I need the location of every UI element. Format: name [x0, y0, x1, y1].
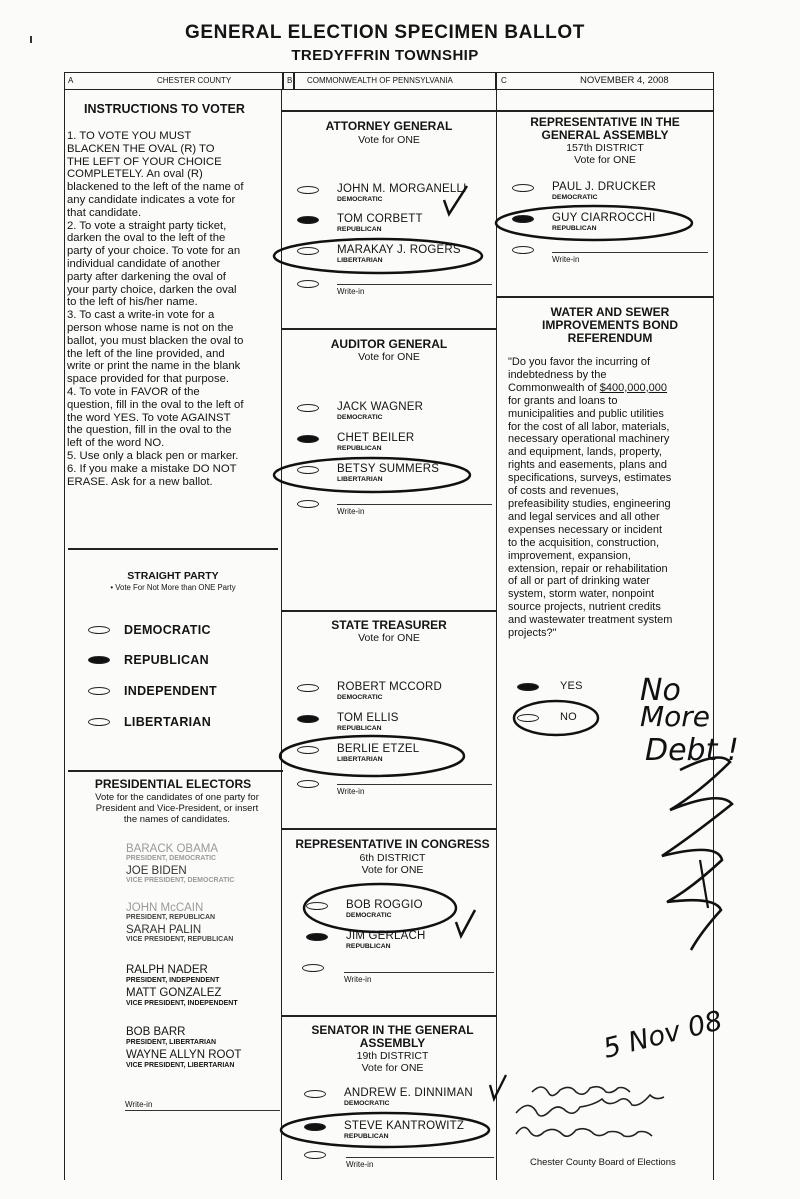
vp-name: JOE BIDEN [126, 865, 187, 877]
vote-oval[interactable] [304, 1123, 326, 1131]
write-in-line[interactable] [346, 1157, 494, 1158]
vote-oval[interactable] [297, 186, 319, 194]
candidate-party: REPUBLICAN [344, 1133, 389, 1140]
write-in-line[interactable] [337, 284, 492, 285]
vote-for-one: Vote for ONE [574, 154, 636, 166]
vp-name: SARAH PALIN [126, 924, 202, 936]
candidate-name: BETSY SUMMERS [337, 463, 440, 475]
yes-oval[interactable] [517, 683, 539, 691]
vote-for-one: Vote for ONE [358, 632, 420, 644]
instruction-2: 2. To vote a straight party ticket, darken the oval to the left of the party of your choice. To vote for an individual candidate of another party after darkening the oval of your party choice, darken the oval to the left of his/her name. [67, 219, 241, 309]
party-oval[interactable] [88, 718, 110, 726]
write-in-oval[interactable] [297, 500, 319, 508]
instruction-3: 3. To cast a write-in vote for a person whose name is not on the ballot, you must blacken the oval to the left of the line provided, and write or print the name in the blank space provided for that purpose. [67, 309, 244, 386]
vote-oval[interactable] [512, 184, 534, 192]
candidate-party: REPUBLICAN [346, 943, 391, 950]
office-title-auditor-general: AUDITOR GENERAL [330, 337, 448, 351]
party-label: LIBERTARIAN [124, 715, 212, 729]
board-of-elections: Chester County Board of Elections [530, 1157, 676, 1168]
vote-oval[interactable] [306, 933, 328, 941]
office-title-rep-congress: REPRESENTATIVE IN CONGRESS [295, 837, 490, 851]
election-date: NOVEMBER 4, 2008 [580, 75, 669, 86]
vote-for-one: Vote for ONE [358, 134, 420, 146]
candidate-name: ANDREW E. DINNIMAN [344, 1087, 473, 1099]
vote-oval[interactable] [306, 902, 328, 910]
party-label: DEMOCRATIC [124, 623, 211, 637]
col-c-label: C [501, 76, 507, 85]
vote-for-one: Vote for ONE [358, 351, 420, 363]
candidate-party: REPUBLICAN [337, 725, 382, 732]
instruction-6: 6. If you make a mistake DO NOT ERASE. Ask for a new ballot. [67, 462, 237, 488]
write-in-oval[interactable] [297, 780, 319, 788]
president-title: PRESIDENT, LIBERTARIAN [126, 1038, 217, 1046]
county-label: CHESTER COUNTY [157, 76, 232, 85]
referendum-question [508, 356, 713, 640]
party-label: INDEPENDENT [124, 684, 217, 698]
vp-name: MATT GONZALEZ [126, 987, 222, 999]
col-b-label: B [287, 76, 293, 85]
party-oval[interactable] [88, 626, 110, 634]
referendum-text-start: "Do you favor the incurring of indebtedness by the Commonwealth of [508, 356, 651, 394]
candidate-name: BERLIE ETZEL [337, 743, 420, 755]
candidate-party: DEMOCRATIC [337, 196, 383, 203]
ballot-title: GENERAL ELECTION SPECIMEN BALLOT [185, 22, 585, 43]
candidate-name: CHET BEILER [337, 432, 415, 444]
presidential-electors-title: PRESIDENTIAL ELECTORS [94, 777, 252, 791]
president-title: PRESIDENT, INDEPENDENT [126, 976, 220, 984]
vp-title: VICE PRESIDENT, INDEPENDENT [126, 999, 238, 1007]
write-in-oval[interactable] [512, 246, 534, 254]
president-name: RALPH NADER [126, 964, 208, 976]
column-rule-b [281, 90, 282, 1180]
vp-title: VICE PRESIDENT, LIBERTARIAN [126, 1061, 235, 1069]
candidate-name: BOB ROGGIO [346, 899, 423, 911]
no-oval[interactable] [517, 714, 539, 722]
candidate-party: LIBERTARIAN [337, 257, 383, 264]
candidate-name: JACK WAGNER [337, 401, 424, 413]
elector-ticket-libertarian[interactable] [126, 1026, 241, 1072]
vote-for-one: Vote for ONE [361, 864, 424, 876]
instruction-1: 1. TO VOTE YOU MUST BLACKEN THE OVAL (R) TO THE LEFT OF YOUR CHOICE COMPLETELY. An oval (R) blackened to the left of the name of any candidate indicates a vote for that candidate. [67, 130, 244, 219]
party-oval[interactable] [88, 656, 110, 664]
write-in-oval[interactable] [304, 1151, 326, 1159]
straight-party-subtitle: • Vote For Not More than ONE Party [110, 583, 236, 592]
candidate-party: DEMOCRATIC [337, 414, 383, 421]
header-bar [64, 72, 714, 90]
candidate-name: ROBERT MCCORD [337, 681, 443, 693]
vote-oval[interactable] [297, 404, 319, 412]
commonwealth-label: COMMONWEALTH OF PENNSYLVANIA [307, 76, 453, 85]
president-name: BARACK OBAMA [126, 843, 219, 855]
candidate-party: REPUBLICAN [552, 225, 597, 232]
write-in-label: Write-in [346, 1160, 374, 1169]
referendum-title: WATER AND SEWER IMPROVEMENTS BOND REFERENDUM [541, 305, 678, 345]
candidate-name: PAUL J. DRUCKER [552, 181, 656, 193]
write-in-line[interactable] [552, 252, 708, 253]
candidate-party: DEMOCRATIC [344, 1100, 390, 1107]
handwritten-date: 5 Nov 08 [600, 1005, 726, 1065]
candidate-name: GUY CIARROCCHI [552, 212, 656, 224]
vote-oval[interactable] [297, 435, 319, 443]
vote-oval[interactable] [304, 1090, 326, 1098]
write-in-oval[interactable] [302, 964, 324, 972]
district-label: 157th DISTRICT [566, 142, 644, 154]
elector-ticket-democratic[interactable] [126, 843, 234, 887]
write-in-label: Write-in [344, 975, 372, 984]
office-title-state-treasurer: STATE TREASURER [331, 618, 447, 632]
vp-title: VICE PRESIDENT, REPUBLICAN [126, 935, 234, 943]
straight-party-title: STRAIGHT PARTY [127, 570, 219, 582]
instructions-list [67, 130, 277, 488]
township-name: TREDYFFRIN TOWNSHIP [291, 47, 479, 64]
candidate-name: MARAKAY J. ROGERS [337, 244, 461, 256]
instruction-5: 5. Use only a black pen or marker. [67, 449, 239, 462]
president-name: JOHN McCAIN [126, 902, 204, 914]
write-in-line[interactable] [337, 504, 492, 505]
candidate-name: STEVE KANTROWITZ [344, 1120, 465, 1132]
elector-ticket-republican[interactable] [126, 902, 233, 946]
candidate-name: TOM CORBETT [337, 213, 423, 225]
write-in-line[interactable] [344, 972, 494, 973]
vote-oval[interactable] [297, 684, 319, 692]
vote-for-one: Vote for ONE [361, 1062, 424, 1074]
office-title-attorney-general: ATTORNEY GENERAL [325, 119, 453, 133]
instructions-title: INSTRUCTIONS TO VOTER [84, 102, 245, 116]
column-rule-right [713, 90, 714, 1180]
vote-oval[interactable] [297, 715, 319, 723]
column-rule-a [64, 90, 65, 1180]
candidate-party: LIBERTARIAN [337, 756, 383, 763]
handwritten-debt: Debt ! [645, 733, 739, 768]
write-in-label: Write-in [337, 287, 365, 296]
president-title: PRESIDENT, REPUBLICAN [126, 913, 216, 921]
write-in-oval[interactable] [297, 280, 319, 288]
presidential-electors-subtitle: Vote for the candidates of one party for President and Vice-President, or insert the names of candidates. [95, 792, 259, 825]
candidate-party: REPUBLICAN [337, 445, 382, 452]
write-in-label: Write-in [337, 787, 365, 796]
candidate-party: DEMOCRATIC [552, 194, 598, 201]
office-title-rep-assembly: REPRESENTATIVE IN THE GENERAL ASSEMBLY [530, 115, 680, 142]
party-oval[interactable] [88, 687, 110, 695]
president-name: BOB BARR [126, 1026, 186, 1038]
vp-title: VICE PRESIDENT, DEMOCRATIC [126, 876, 235, 884]
referendum-text-end: for grants and loans to municipalities and public utilities for the cost of all labor, materials, necessary operational machinery and equipment, lands, property, rights and easements, plans and specifications, surveys, estimates of costs and revenues, prefeasibility studies, engineering and legal services and all other expenses necessary or incident to the acquisition, construction, improvement, expansion, extension, repair or rehabilitation of all or part of drinking water system, storm water, nonpoint source projects, nutrient credits and wastewater treatment system projects?" [508, 394, 673, 640]
handwritten-more: More [640, 700, 711, 733]
vp-name: WAYNE ALLYN ROOT [126, 1049, 242, 1061]
handwritten-no: No [640, 673, 681, 708]
no-label: NO [560, 711, 577, 723]
vote-oval[interactable] [297, 247, 319, 255]
vote-oval[interactable] [297, 216, 319, 224]
president-title: PRESIDENT, DEMOCRATIC [126, 854, 217, 862]
write-in-label: Write-in [337, 507, 365, 516]
candidate-party: LIBERTARIAN [337, 476, 383, 483]
col-a-label: A [68, 76, 74, 85]
column-rule-c [496, 90, 497, 1180]
candidate-party: REPUBLICAN [337, 226, 382, 233]
office-title-state-senator: SENATOR IN THE GENERAL ASSEMBLY [311, 1023, 474, 1050]
yes-label: YES [560, 680, 583, 692]
candidate-name: JIM GERLACH [346, 930, 426, 942]
write-in-label: Write-in [125, 1100, 153, 1109]
write-in-line[interactable] [125, 1110, 280, 1111]
district-label: 6th DISTRICT [359, 852, 426, 864]
candidate-party: DEMOCRATIC [346, 912, 392, 919]
vote-oval[interactable] [512, 215, 534, 223]
instruction-4: 4. To vote in FAVOR of the question, fill in the oval to the left of the word YES. To vote AGAINST the question, fill in the oval to the left of the word NO. [67, 385, 244, 450]
candidate-name: TOM ELLIS [337, 712, 399, 724]
candidate-name: JOHN M. MORGANELLI [337, 183, 467, 195]
elector-ticket-independent[interactable] [126, 964, 238, 1010]
candidate-party: DEMOCRATIC [337, 694, 383, 701]
party-label: REPUBLICAN [124, 653, 209, 667]
referendum-amount: $400,000,000 [599, 381, 668, 394]
vote-oval[interactable] [297, 746, 319, 754]
vote-oval[interactable] [297, 466, 319, 474]
write-in-label: Write-in [552, 255, 580, 264]
district-label: 19th DISTRICT [356, 1050, 429, 1062]
write-in-line[interactable] [337, 784, 492, 785]
